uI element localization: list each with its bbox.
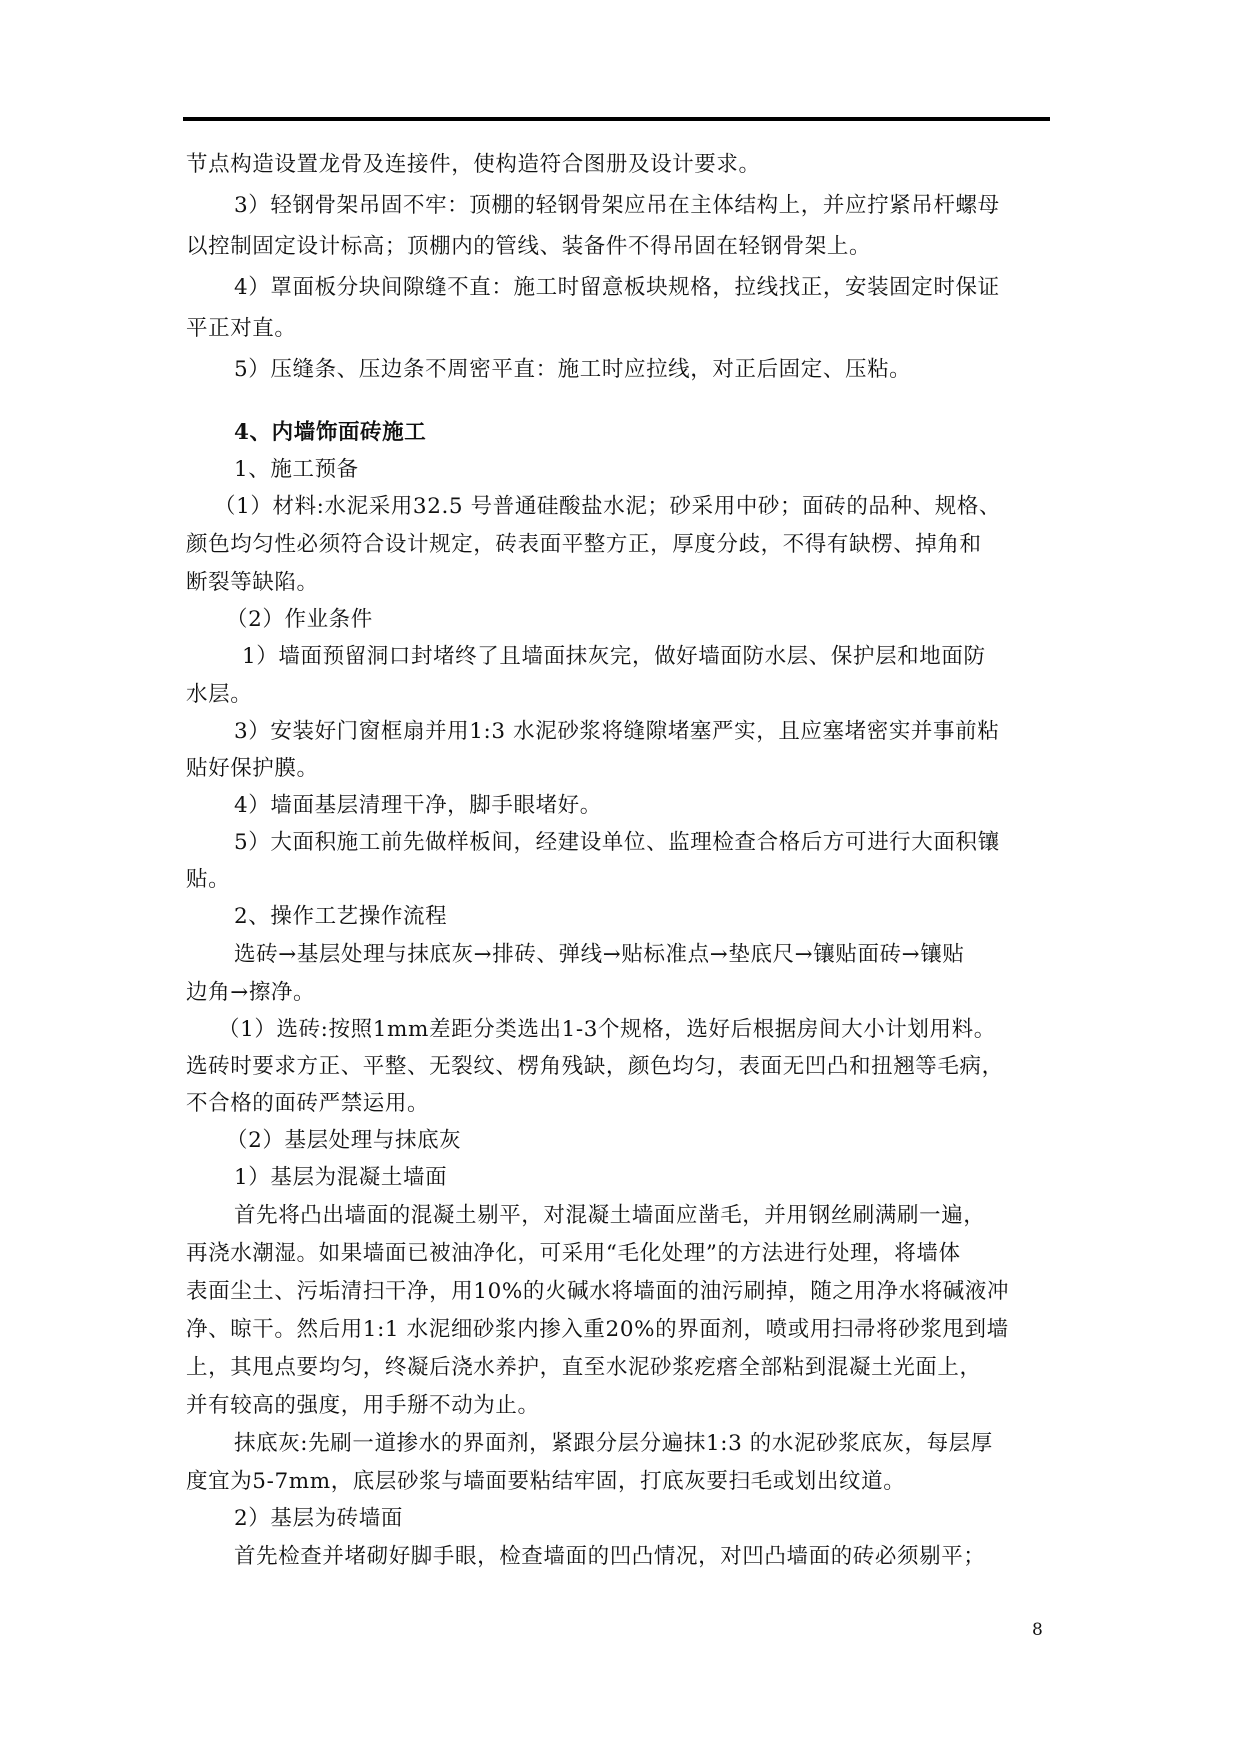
- paragraph-line: 节点构造设置龙骨及连接件，使构造符合图册及设计要求。: [186, 152, 761, 177]
- paragraph-line: 贴。: [186, 867, 231, 892]
- section-heading: 4、内墙饰面砖施工: [234, 420, 427, 445]
- paragraph-line: 抹底灰:先刷一道掺水的界面剂，紧跟分层分遍抹1:3 的水泥砂浆底灰，每层厚: [234, 1431, 993, 1456]
- paragraph-line: 1）墙面预留洞口封堵终了且墙面抹灰完，做好墙面防水层、保护层和地面防: [242, 644, 986, 669]
- paragraph-line: 1）基层为混凝土墙面: [234, 1165, 448, 1190]
- paragraph-line: 4）墙面基层清理干净，脚手眼堵好。: [234, 793, 602, 818]
- paragraph-line: （1）选砖:按照1mm差距分类选出1-3个规格，选好后根据房间大小计划用料。: [218, 1017, 996, 1042]
- paragraph-line: 3）安装好门窗框扇并用1:3 水泥砂浆将缝隙堵塞严实，且应塞堵密实并事前粘: [234, 719, 1000, 744]
- paragraph-line: 贴好保护膜。: [186, 756, 319, 781]
- header-rule: [183, 117, 1050, 121]
- paragraph-line: 2）基层为砖墙面: [234, 1506, 403, 1531]
- paragraph-line: 首先将凸出墙面的混凝土剔平，对混凝土墙面应凿毛，并用钢丝刷满刷一遍，: [234, 1203, 986, 1228]
- paragraph-line: 平正对直。: [186, 316, 297, 341]
- paragraph-line: 颜色均匀性必须符合设计规定，砖表面平整方正，厚度分歧，不得有缺楞、掉角和: [186, 532, 982, 557]
- paragraph-line: 不合格的面砖严禁运用。: [186, 1091, 430, 1116]
- paragraph-line: 再浇水潮湿。如果墙面已被油净化，可采用“毛化处理”的方法进行处理，将墙体: [186, 1241, 961, 1266]
- paragraph-line: 选砖→基层处理与抹底灰→排砖、弹线→贴标准点→垫底尺→镶贴面砖→镶贴: [234, 942, 965, 967]
- paragraph-line: 度宜为5-7mm，底层砂浆与墙面要粘结牢固，打底灰要扫毛或划出纹道。: [186, 1469, 906, 1494]
- paragraph-line: （2）作业条件: [226, 607, 373, 632]
- paragraph-line: 1、施工预备: [234, 457, 359, 482]
- paragraph-line: 2、操作工艺操作流程: [234, 904, 448, 929]
- paragraph-line: 水层。: [186, 682, 253, 707]
- paragraph-line: （1）材料:水泥采用32.5 号普通硅酸盐水泥；砂采用中砂；面砖的品种、规格、: [214, 494, 1002, 519]
- page-number: 8: [1032, 1620, 1043, 1640]
- paragraph-line: 5）大面积施工前先做样板间，经建设单位、监理检查合格后方可进行大面积镶: [234, 830, 1000, 855]
- paragraph-line: 4）罩面板分块间隙缝不直：施工时留意板块规格，拉线找正，安装固定时保证: [234, 275, 1000, 300]
- paragraph-line: 上，其甩点要均匀，终凝后浇水养护，直至水泥砂浆疙瘩全部粘到混凝土光面上，: [186, 1355, 982, 1380]
- paragraph-line: 表面尘土、污垢清扫干净，用10%的火碱水将墙面的油污刷掉，随之用净水将碱液冲: [186, 1279, 1010, 1304]
- paragraph-line: 首先检查并堵砌好脚手眼，检查墙面的凹凸情况，对凹凸墙面的砖必须剔平；: [234, 1544, 986, 1569]
- paragraph-line: 并有较高的强度，用手掰不动为止。: [186, 1393, 540, 1418]
- paragraph-line: 选砖时要求方正、平整、无裂纹、楞角残缺，颜色均匀，表面无凹凸和扭翘等毛病，: [186, 1054, 1004, 1079]
- paragraph-line: 净、晾干。然后用1:1 水泥细砂浆内掺入重20%的界面剂，喷或用扫帚将砂浆甩到墙: [186, 1317, 1009, 1342]
- paragraph-line: 断裂等缺陷。: [186, 570, 319, 595]
- paragraph-line: （2）基层处理与抹底灰: [226, 1128, 462, 1153]
- paragraph-line: 边角→擦净。: [186, 980, 316, 1005]
- paragraph-line: 3）轻钢骨架吊固不牢：顶棚的轻钢骨架应吊在主体结构上，并应拧紧吊杆螺母: [234, 193, 1000, 218]
- paragraph-line: 5）压缝条、压边条不周密平直：施工时应拉线，对正后固定、压粘。: [234, 357, 912, 382]
- paragraph-line: 以控制固定设计标高；顶棚内的管线、装备件不得吊固在轻钢骨架上。: [186, 234, 872, 259]
